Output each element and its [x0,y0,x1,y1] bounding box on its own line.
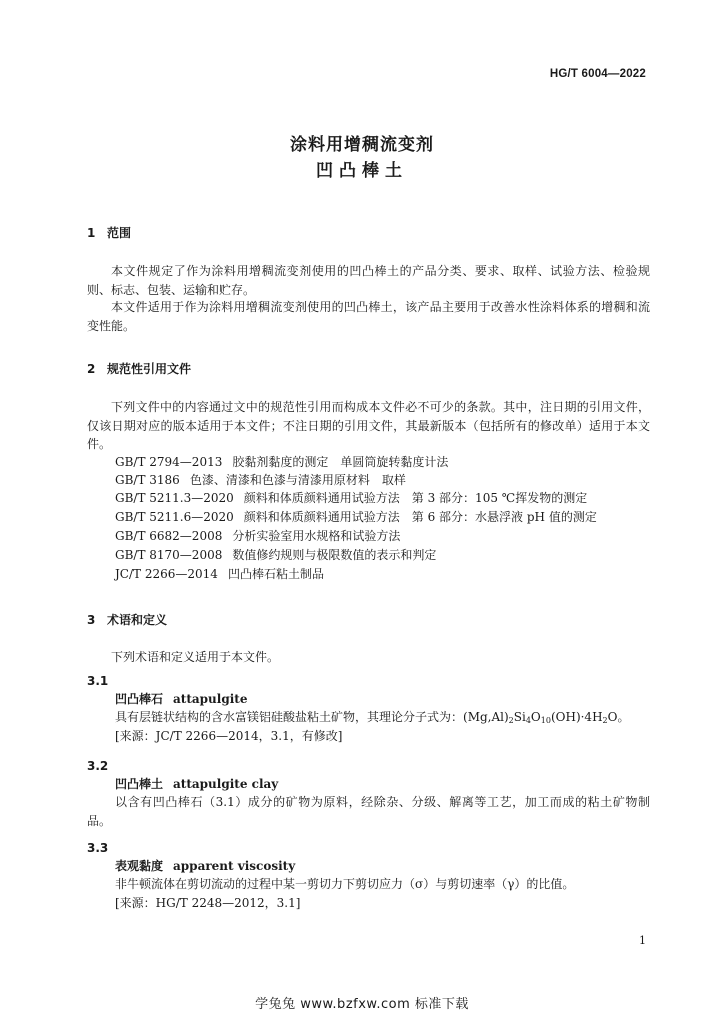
term-name-en: attapulgite [173,692,248,706]
formula-subscript: 2 [508,716,514,725]
term-name [115,857,295,874]
reference-code: GB/T 3186 [115,473,180,487]
term-number: 3.3 [87,841,109,855]
terms-intro-paragraph: 下列术语和定义适用于本文件。 [111,650,280,664]
term-name-zh: 凹凸棒土 [115,777,164,791]
term-name [115,690,247,707]
section-number: 2 [87,362,96,376]
document-title-line1: 涂料用增稠流变剂 [290,135,434,155]
reference-item [115,508,597,527]
reference-code: GB/T 2794—2013 [115,455,223,469]
formula-part: O [530,710,541,724]
reference-item [115,546,436,565]
section-heading-terms [87,611,167,628]
reference-item [115,471,406,490]
reference-title: 凹凸棒石粘土制品 [227,567,324,581]
term-definition: 以含有凹凸棒石（3.1）成分的矿物为原料，经除杂、分级、解离等工艺，加工而成的粘土矿物制品。 [87,795,650,828]
section-title: 范围 [107,226,132,240]
section-number: 3 [87,613,96,627]
term-source: [来源：JC/T 2266—2014，3.1，有修改] [115,729,343,743]
term-number: 3.1 [87,674,109,688]
formula-subscript: 2 [602,716,608,725]
term-name-zh: 表观黏度 [115,859,164,873]
reference-title: 颜料和体质颜料通用试验方法 第 3 部分：105 ℃挥发物的测定 [243,491,588,505]
section-heading-scope [87,224,131,241]
reference-code: GB/T 5211.3—2020 [115,491,234,505]
reference-item [115,565,324,584]
page-number: 1 [639,934,646,947]
reference-item [115,489,587,508]
formula-subscript: 10 [540,716,551,725]
formula-subscript: 4 [525,716,531,725]
section-title: 术语和定义 [107,613,168,627]
watermark-footer: 学兔兔 www.bzfxw.com 标准下载 [255,997,469,1012]
section-heading-refs [87,360,191,377]
term-definition-text: 具有层链状结构的含水富镁铝硅酸盐粘土矿物，其理论分子式为： [115,710,464,724]
reference-title: 数值修约规则与极限数值的表示和判定 [232,548,437,562]
standard-code: HG/T 6004—2022 [549,68,646,80]
reference-code: GB/T 8170—2008 [115,548,223,562]
document-title-line2: 凹凸棒土 [316,161,408,181]
term-source: [来源：HG/T 2248—2012，3.1] [115,896,301,910]
term-number: 3.2 [87,759,109,773]
formula-part: Si [513,710,526,724]
section-number: 1 [87,226,96,240]
scope-paragraph-1: 本文件规定了作为涂料用增稠流变剂使用的凹凸棒土的产品分类、要求、取样、试验方法、检验规则、标志、包装、运输和贮存。 [87,264,650,297]
chemical-formula [463,710,629,724]
reference-title: 胶黏剂黏度的测定 单圆筒旋转黏度计法 [232,455,449,469]
term-name-en: apparent viscosity [173,859,296,873]
reference-title: 分析实验室用水规格和试验方法 [232,529,401,543]
formula-part: (OH)·4H [550,710,603,724]
reference-code: GB/T 5211.6—2020 [115,510,234,524]
reference-title: 颜料和体质颜料通用试验方法 第 6 部分：水悬浮液 pH 值的测定 [243,510,597,524]
section-title: 规范性引用文件 [107,362,192,376]
reference-title: 色漆、清漆和色漆与清漆用原材料 取样 [189,473,406,487]
term-definition: 非牛顿流体在剪切流动的过程中某一剪切力下剪切应力（σ）与剪切速率（γ）的比值。 [115,877,575,891]
scope-paragraph-2: 本文件适用于作为涂料用增稠流变剂使用的凹凸棒土，该产品主要用于改善水性涂料体系的增稠和流变性能。 [87,300,650,333]
formula-part: (Mg,Al) [463,710,509,724]
reference-code: JC/T 2266—2014 [115,567,218,581]
refs-intro-paragraph: 下列文件中的内容通过文中的规范性引用而构成本文件必不可少的条款。其中，注日期的引用文件，仅该日期对应的版本适用于本文件；不注日期的引用文件，其最新版本（包括所有的修改单）适用于本文件。 [87,400,650,451]
formula-part: O。 [607,710,630,724]
reference-code: GB/T 6682—2008 [115,529,223,543]
reference-item [115,527,400,546]
term-name-en: attapulgite clay [173,777,279,791]
term-name-zh: 凹凸棒石 [115,692,164,706]
term-definition [115,708,655,727]
reference-item [115,453,448,472]
term-name [115,775,278,792]
